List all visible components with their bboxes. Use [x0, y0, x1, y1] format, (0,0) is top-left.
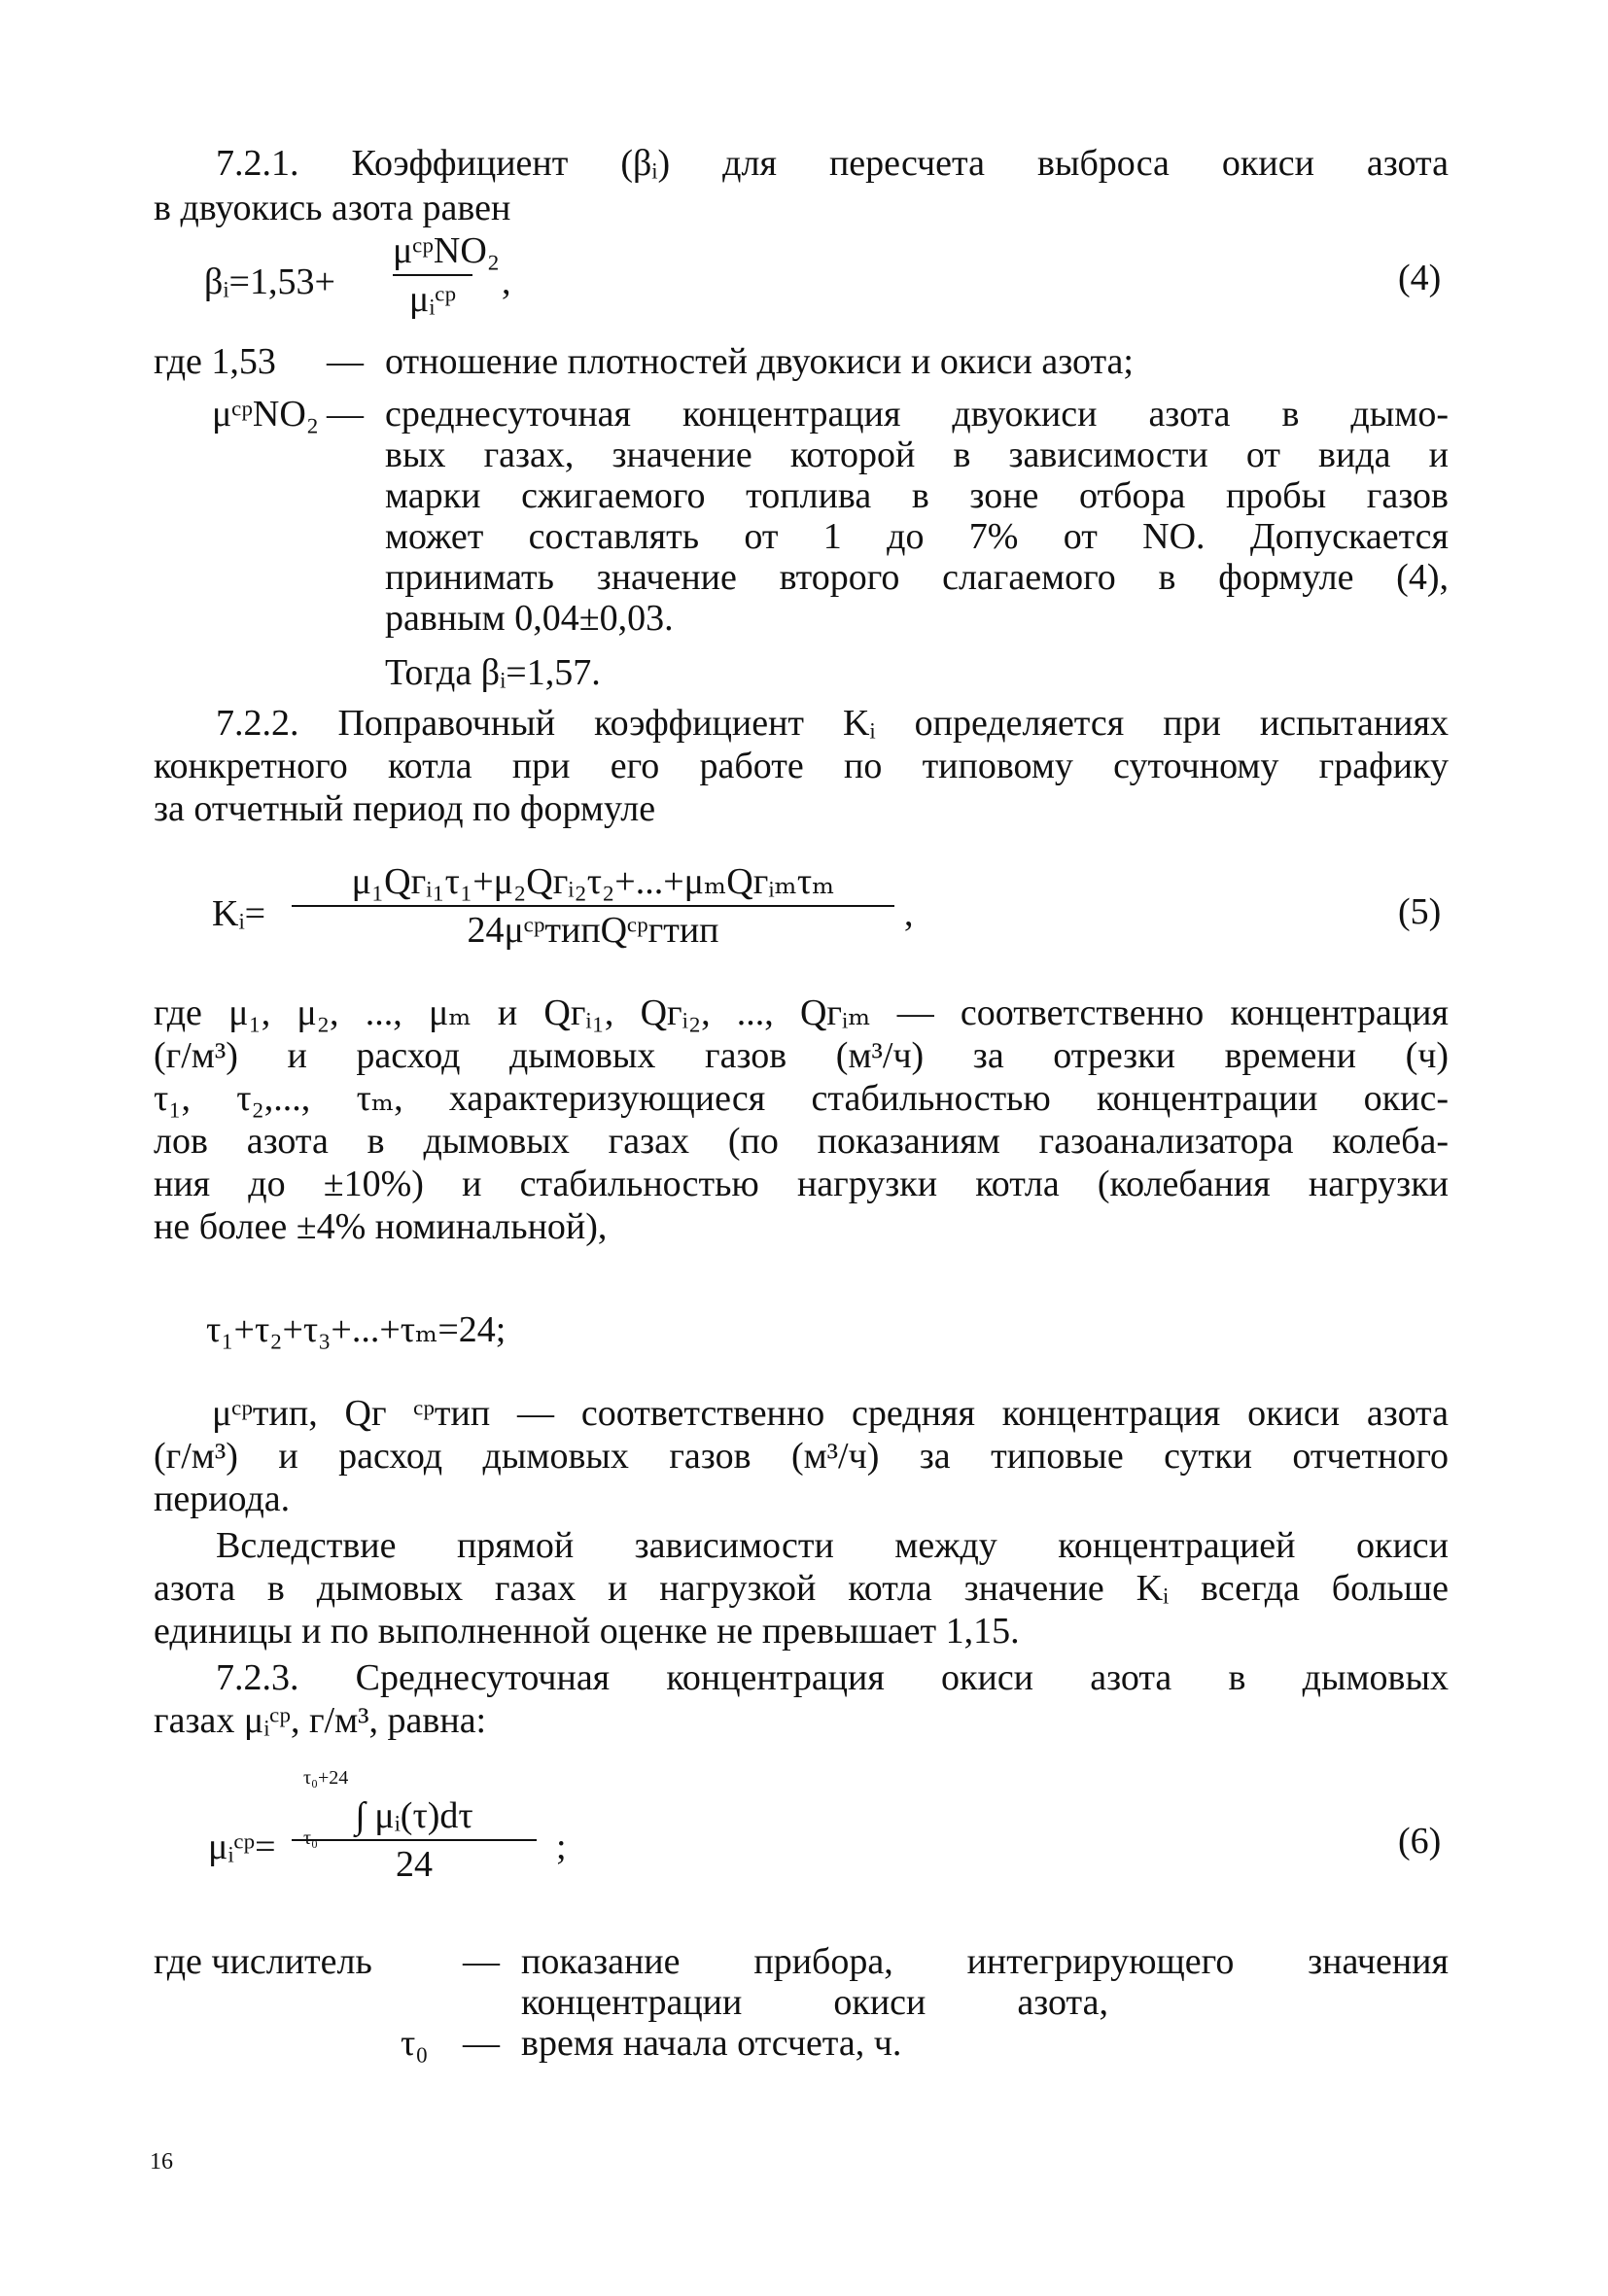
where-dash: —: [463, 1941, 500, 1982]
where-term-mu-no2: μᶜᵖNO₂: [212, 394, 320, 435]
formula-4-denominator: μᵢᶜᵖ: [408, 279, 457, 320]
formula-6-denominator: 24: [396, 1844, 433, 1885]
formula-6-numerator: ∫ μᵢ(τ)dτ: [355, 1795, 473, 1836]
page-number: 16: [150, 2149, 173, 2174]
equation-number-5: (5): [1398, 891, 1442, 932]
s722-typ-line: (г/м³) и расход дымовых газов (м³/ч) за типовые сутки отчетного: [154, 1436, 1449, 1477]
s723-line: 7.2.3. Среднесуточная концентрация окиси азота в дымовых: [216, 1657, 1449, 1698]
where-term-numerator: где числитель: [154, 1941, 372, 1982]
where-term-1-53: где 1,53: [154, 341, 276, 382]
s722-line: 7.2.2. Поправочный коэффициент Kᵢ определяется при испытаниях: [216, 703, 1449, 744]
where-text-tau0: время начала отсчета, ч.: [521, 2023, 902, 2064]
integral-upper-limit: τ₀+24: [303, 1767, 349, 1789]
fraction-bar: [292, 1839, 537, 1841]
formula-4-numerator: μᶜᵖNO₂: [393, 230, 501, 271]
formula-6-fraction: [292, 1794, 537, 1886]
s722-conseq-line: единицы и по выполненной оценке не превышает 1,15.: [154, 1611, 1020, 1652]
formula-5-lhs: Kᵢ=: [212, 893, 266, 934]
formula-5-comma: ,: [904, 893, 914, 934]
formula-4-comma: ,: [502, 261, 511, 302]
s722-where-line: ния до ±10%) и стабильностью нагрузки котла (колебания нагрузки: [154, 1164, 1449, 1204]
s722-conseq-line: азота в дымовых газах и нагрузкой котла значение Kᵢ всегда больше: [154, 1568, 1449, 1609]
s721-line-1: 7.2.1. Коэффициент (βᵢ) для пересчета выброса окиси азота: [216, 143, 1449, 184]
s722-where-line: τ₁, τ₂,..., τₘ, характеризующиеся стабильностью концентрации окис-: [154, 1078, 1449, 1119]
fraction-bar: [393, 274, 472, 276]
where-numerator-line: концентрации окиси азота,: [521, 1982, 1108, 2023]
s723-line: газах μᵢᶜᵖ, г/м³, равна:: [154, 1700, 487, 1741]
formula-6-semicolon: ;: [556, 1826, 567, 1867]
where-mu-no2-line: принимать значение второго слагаемого в формуле (4),: [385, 557, 1449, 598]
fraction-bar: [292, 905, 894, 907]
formula-5-numerator: μ₁Qгᵢ₁τ₁+μ₂Qгᵢ₂τ₂+...+μₘQгᵢₘτₘ: [351, 861, 835, 902]
where-mu-no2-line: равным 0,04±0,03.: [385, 598, 674, 639]
where-numerator-line: показание прибора, интегрирующего значения: [521, 1941, 1449, 1982]
s722-typ-line: периода.: [154, 1478, 291, 1519]
formula-6-lhs: μᵢᶜᵖ=: [208, 1826, 276, 1867]
formula-5-denominator: 24μᶜᵖтипQᶜᵖгтип: [467, 910, 719, 951]
where-dash: —: [327, 341, 364, 382]
formula-5-fraction: [292, 859, 894, 952]
where-mu-no2-line: может составлять от 1 до 7% от NO. Допускается: [385, 516, 1449, 557]
formula-4-fraction: [393, 229, 501, 321]
s721-line-2: в двуокись азота равен: [154, 188, 511, 228]
equation-number-4: (4): [1398, 258, 1442, 298]
s722-where-line: где μ₁, μ₂, ..., μₘ и Qгᵢ₁, Qгᵢ₂, ..., Qгᵢₘ — соответственно концентрация: [154, 992, 1449, 1033]
where-dash: —: [327, 394, 364, 435]
where-text-1-53: отношение плотностей двуокиси и окиси азота;: [385, 341, 1134, 382]
s722-line: за отчетный период по формуле: [154, 788, 656, 829]
sum-formula: τ₁+τ₂+τ₃+...+τₘ=24;: [206, 1309, 507, 1350]
where-mu-no2-line: марки сжигаемого топлива в зоне отбора пробы газов: [385, 475, 1449, 516]
where-dash: —: [463, 2023, 500, 2064]
where-term-tau0: τ₀: [401, 2023, 429, 2064]
s722-where-line: (г/м³) и расход дымовых газов (м³/ч) за отрезки времени (ч): [154, 1035, 1449, 1076]
integral-lower-limit: τ₀: [303, 1827, 319, 1849]
s722-line: конкретного котла при его работе по типовому суточному графику: [154, 746, 1449, 786]
s722-typ-line: μᶜᵖтип, Qг ᶜᵖтип — соответственно средняя концентрация окиси азота: [212, 1393, 1449, 1434]
s722-conseq-line: Вследствие прямой зависимости между концентрацией окиси: [216, 1525, 1449, 1566]
s722-where-line: лов азота в дымовых газах (по показаниям газоанализатора колеба-: [154, 1121, 1449, 1162]
formula-4-lhs: βᵢ=1,53+: [204, 261, 335, 302]
where-mu-no2-line: среднесуточная концентрация двуокиси азота в дымо-: [385, 394, 1449, 435]
then-beta: Тогда βᵢ=1,57.: [385, 652, 601, 693]
s722-where-line: не более ±4% номинальной),: [154, 1206, 608, 1247]
equation-number-6: (6): [1398, 1821, 1442, 1861]
where-mu-no2-line: вых газах, значение которой в зависимости от вида и: [385, 435, 1449, 475]
